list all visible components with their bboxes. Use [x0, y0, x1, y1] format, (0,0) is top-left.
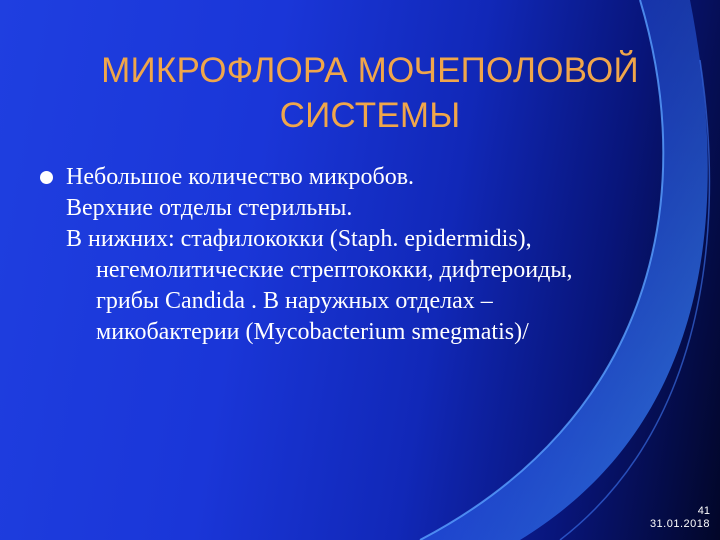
title-line-1: МИКРОФЛОРА МОЧЕПОЛОВОЙ [101, 51, 639, 90]
bullet-paragraph [36, 162, 586, 193]
paragraph-1-text: Небольшое количество микробов. [66, 164, 415, 190]
slide-footer [650, 505, 710, 531]
title-line-2: СИСТЕМЫ [279, 96, 461, 135]
page-number: 41 [697, 505, 710, 517]
slide-date: 31.01.2018 [649, 518, 710, 530]
slide-title [40, 48, 700, 138]
paragraph-2: Верхние отделы стерильны. [66, 195, 353, 221]
slide-body [66, 162, 586, 348]
paragraph-3: В нижних: стафилококки (Staph. epidermidis), негемолитические стрептококки, дифтероиды, грибы Candida . В наружных отделах – микобактерии (Mycobacterium smegmatis)/ [66, 226, 573, 345]
bullet-dot-icon [40, 171, 53, 184]
